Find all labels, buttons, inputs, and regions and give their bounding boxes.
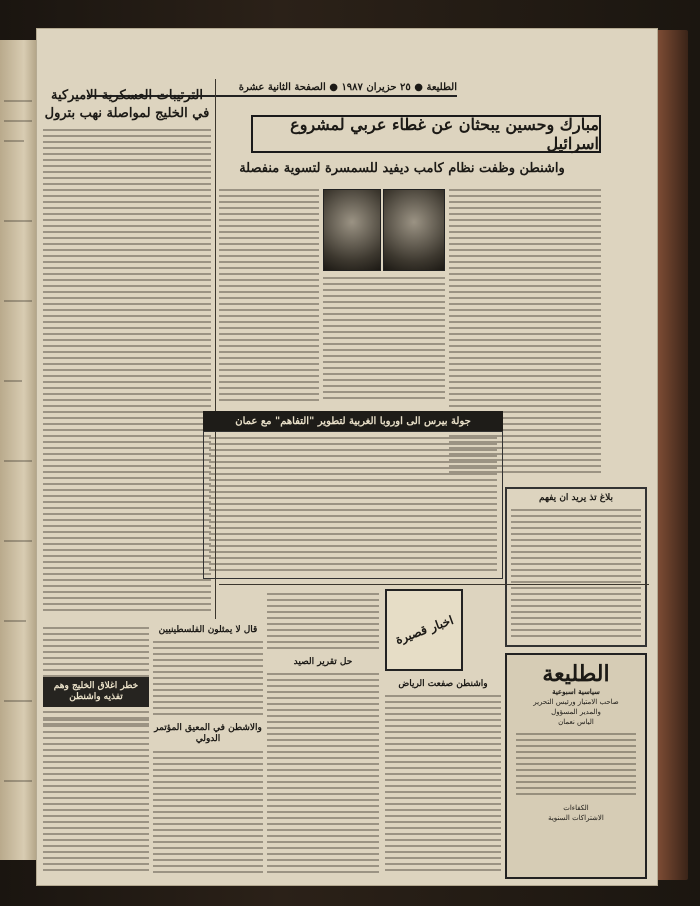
photo-portrait-left [383,189,445,271]
band-story-headline: جولة بيرس الى اوروبا الغربية لتطوير "التفاهم" مع عمان [203,411,503,431]
story2-title: حل تقرير الصيد [293,657,353,667]
main-subheadline: واشنطن وظفت نظام كامب ديفيد للسمسرة لتسوية منفصلة [239,161,565,176]
left-column-title [43,87,211,123]
masthead-box [505,653,647,879]
story4-title: والاشطن في المعيق المؤتمر الدولي [154,723,262,744]
masthead-line-2: والمدير المسؤول [551,708,601,716]
photo-portrait-right [323,189,381,271]
box-story-text [511,509,641,641]
black-box-headline: خطر اغلاق الخليج وهم تفذيه واشنطن [43,677,149,707]
masthead-tagline: سياسية اسبوعية [552,687,600,696]
masthead-line-5: الاشتراكات السنوية [548,814,604,822]
left-column-title-line2: في الخليج لمواصلة نهب بترول [44,106,210,121]
left-column-title-line1: الترتيبات العسكرية الاميركية [51,88,203,103]
story3-title: واشنطن صفعت الرياض [398,679,488,689]
column-text-2 [219,189,319,404]
newspaper-page [36,28,658,886]
story1-title: قال لا يمثلون الفلسطينيين [158,625,258,635]
story4-text [153,751,263,879]
masthead-line-1: صاحب الامتياز ورئيس التحرير [533,698,619,706]
section-divider [219,584,649,585]
masthead-line-4: الكفاءات [563,804,589,812]
short-news-label: اخبار قصيرة [393,613,455,647]
masthead-info-text [516,733,636,803]
box-story-headline: بلاغ تذ يريد ان يفهم [538,493,613,503]
bottom-left-text [43,719,149,879]
masthead-title: الطليعة [542,661,610,687]
previous-page-edge [0,40,40,860]
main-headline-box [251,115,601,153]
page-dateline: الطليعة ● ٢٥ حزيران ١٩٨٧ ● الصفحة الثانية عشرة [87,82,457,97]
story2-text [267,673,379,879]
column-text-3 [323,277,445,405]
story1-text [153,641,263,721]
story3-text [385,695,501,879]
story2-text-top [267,593,379,653]
band-story-text [209,437,497,575]
short-news-box [385,589,463,671]
left-column-text [43,129,211,619]
main-headline: مبارك وحسين يبحثان عن غطاء عربي لمشروع اسرائيل [290,115,599,153]
masthead-line-3: الياس نعمان [558,718,594,726]
